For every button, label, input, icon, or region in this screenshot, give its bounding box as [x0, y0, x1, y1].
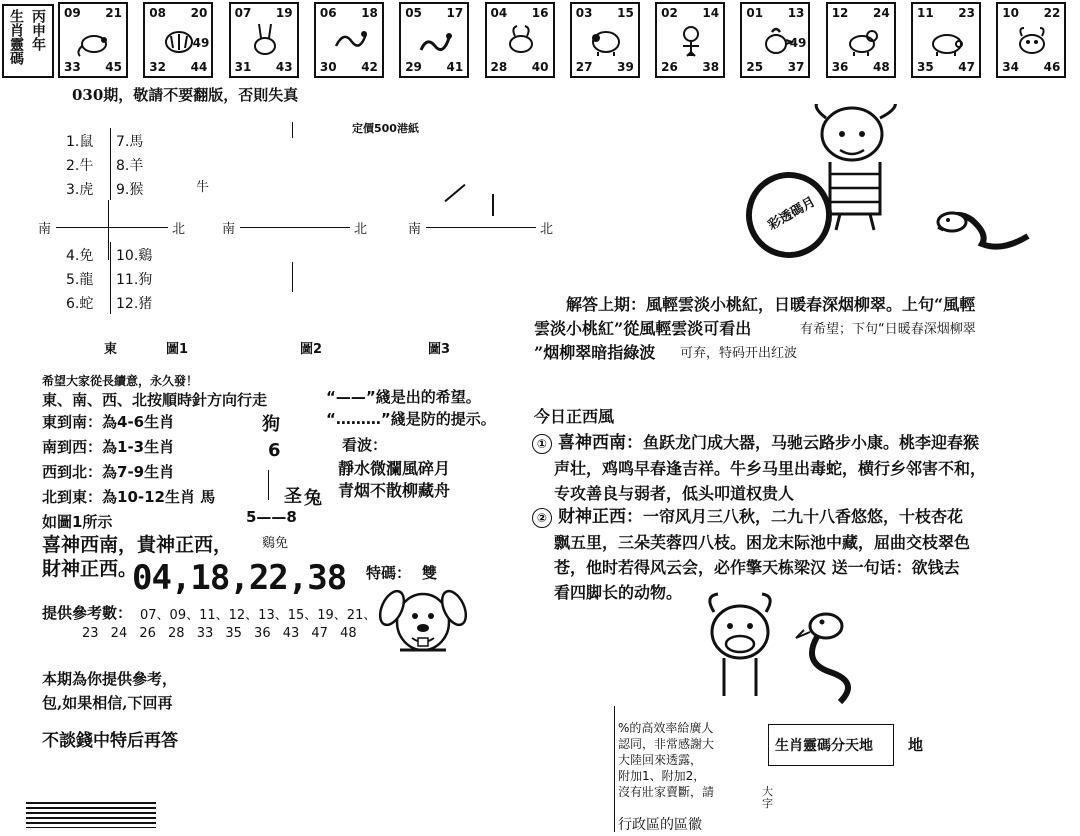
compass-south: 南	[38, 222, 52, 237]
special-value: 雙	[422, 564, 438, 582]
special-label: 特碼：	[366, 564, 412, 582]
legend-dotted: “………”綫是防的提示。	[326, 410, 496, 428]
zodiac-card	[911, 2, 981, 78]
list-item: 8.羊	[116, 158, 144, 174]
zodiac-number: 27	[575, 60, 593, 74]
zodiac-card	[826, 2, 896, 78]
zodiac-box-label: 生肖靈碼分天地	[768, 724, 894, 766]
ref-numbers-1: 07、09、11、12、13、15、19、21、	[140, 608, 377, 623]
zodiac-box-side: 地	[908, 736, 924, 754]
zodiac-number: 14	[702, 6, 720, 20]
item2-line4: 看四脚长的动物。	[554, 583, 683, 602]
snake-cartoon-icon	[932, 200, 1032, 260]
notice-line: 大陸回來透露，	[618, 753, 703, 767]
compass-tick	[292, 262, 293, 292]
list-item: 6.蛇	[66, 296, 94, 312]
zodiac-number: 46	[1043, 60, 1061, 74]
gods-line2: 財神正西。	[42, 558, 138, 580]
item1-number: ①	[532, 434, 552, 454]
zodiac-list-top-right	[116, 130, 143, 202]
tiger-icon	[161, 22, 197, 58]
compass-axis-vertical	[108, 200, 109, 260]
hope-text: 希望大家從長續意，永久發！	[42, 374, 199, 388]
zodiac-number: 32	[149, 60, 166, 74]
list-item: 4.免	[66, 248, 94, 264]
monkey-icon	[673, 22, 709, 58]
zodiac-number: 29	[405, 60, 422, 74]
lucky-numbers: 04,18,22,38	[132, 558, 347, 598]
direction-row: 西到北：為7-9生肖	[42, 463, 175, 481]
item2-line2: 飘五里，三朵芙蓉四八枝。困龙末际池中藏，屈曲交枝翠色	[554, 533, 971, 552]
kanbo-line2: 青烟不散柳藏舟	[338, 481, 451, 500]
zodiac-card	[485, 2, 555, 78]
issue-line: 030期，敬請不要翻版，否則失真	[72, 86, 299, 104]
zodiac-number: 34	[1002, 60, 1019, 74]
zodiac-number: 05	[405, 6, 422, 20]
fig-label-3: 圖3	[428, 342, 451, 357]
zodiac-number: 48	[872, 60, 890, 74]
zodiac-extra-number: 49	[789, 36, 807, 50]
compass-axis	[426, 227, 536, 228]
zodiac-number: 11	[917, 6, 934, 20]
dog-cartoon-icon	[378, 578, 468, 662]
answer-prev-p2: 雲淡小桃紅”從風輕雲淡可看出	[534, 319, 752, 338]
header-title-box	[2, 4, 54, 78]
answer-prev-p2-note: 有希望；下句“日暖春深烟柳翠	[800, 322, 976, 337]
side-char-tu: 兔	[304, 488, 322, 509]
item1-line2: 声壮，鸡鸣早春逢吉祥。牛乡马里出毒蛇，横行乡邻害不和，	[554, 459, 987, 478]
item2-line3: 苍，他时若得风云会，必作擎天栋梁汉 送一句话：欲钱去	[554, 558, 960, 577]
zodiac-number: 09	[64, 6, 81, 20]
item2-line1: 一帘风月三八秋，二九十八香悠悠，十枝杏花	[643, 507, 964, 526]
zodiac-card	[58, 2, 128, 78]
list-item: 3.虎	[66, 182, 94, 198]
item2-number: ②	[532, 508, 552, 528]
zodiac-card	[996, 2, 1066, 78]
list-divider	[110, 128, 111, 200]
ref-numbers-2: 23 24 26 28 33 35 36 43 47 48	[82, 626, 357, 641]
zodiac-number: 08	[149, 6, 166, 20]
goat-icon	[503, 22, 539, 58]
side-char-dog: 狗	[262, 414, 280, 435]
item1-block	[532, 430, 1062, 506]
compass-east: 東	[104, 342, 118, 357]
fig-label-1: 圖1	[166, 342, 189, 357]
pig-icon	[929, 22, 965, 58]
direction-row: 北到東：為10-12生肖 馬	[42, 488, 216, 506]
answer-prev-p3-note: 可弃，特码开出红波	[680, 346, 798, 361]
today-wind: 今日正西風	[534, 407, 615, 426]
sheep-icon	[588, 22, 624, 58]
compass-north: 北	[540, 222, 554, 237]
zodiac-card	[740, 2, 810, 78]
item1-line3: 专攻善良与弱者，低头叩道权贵人	[554, 484, 795, 503]
list-item: 1.鼠	[66, 134, 94, 150]
zodiac-number: 16	[531, 6, 549, 20]
header-title-left: 生肖靈碼	[8, 9, 24, 65]
side-char-six: 6	[268, 440, 281, 461]
ox-snake-cartoon-icon	[700, 592, 880, 708]
gods-line1: 喜神西南，貴神正西，	[42, 534, 233, 556]
header-title-right: 丙申年	[30, 9, 46, 51]
dog-icon	[844, 22, 880, 58]
footer-line3: 不談錢中特后再答	[42, 731, 178, 751]
zodiac-card	[655, 2, 725, 78]
zodiac-number: 45	[105, 60, 122, 74]
notice-line: %的高效率給廣人	[618, 721, 714, 735]
list-item: 5.龍	[66, 272, 94, 288]
list-item: 12.猪	[116, 296, 153, 312]
zodiac-number: 44	[190, 60, 208, 74]
notice-side: 大字	[762, 785, 773, 810]
stamp-text: 彩透碼月	[765, 194, 819, 234]
zodiac-number: 06	[319, 6, 337, 20]
zodiac-number: 38	[702, 60, 720, 74]
zodiac-number: 01	[746, 6, 764, 20]
compass-north: 北	[354, 222, 368, 237]
zodiac-number: 33	[64, 60, 81, 74]
zodiac-number: 18	[361, 6, 378, 20]
compass-south: 南	[222, 222, 236, 237]
list-item: 11.狗	[116, 272, 153, 288]
item1-title: 喜神西南：	[558, 433, 643, 453]
side-char-sheng: 圣	[284, 486, 302, 507]
zodiac-number: 30	[319, 60, 337, 74]
notice-line: 附加1、附加2，	[618, 769, 706, 783]
direction-row: 南到西：為1-3生肖	[42, 438, 175, 456]
item2-title: 财神正西：	[558, 507, 643, 527]
list-item: 7.馬	[116, 134, 144, 150]
rooster-icon	[758, 22, 794, 58]
zodiac-number: 21	[105, 6, 122, 20]
zodiac-number: 10	[1002, 6, 1019, 20]
zodiac-number: 03	[575, 6, 593, 20]
footer-line1: 本期為你提供參考，	[42, 670, 178, 688]
list-item: 10.鷄	[116, 248, 153, 264]
compass-tick	[292, 122, 293, 138]
zodiac-number: 17	[446, 6, 464, 20]
compass-niu: 牛	[196, 180, 210, 195]
ox-icon	[1014, 22, 1050, 58]
notice-block	[618, 720, 714, 800]
zodiac-number: 47	[958, 60, 975, 74]
zodiac-number: 12	[831, 6, 849, 20]
compass-axis	[240, 227, 350, 228]
zodiac-card	[314, 2, 384, 78]
notice-line: 認同，非常感謝大	[618, 737, 715, 751]
zodiac-number: 36	[831, 60, 849, 74]
answer-prev-p1: 解答上期：風輕雲淡小桃紅，日暖春深烟柳翠。上句“風輕	[566, 295, 976, 314]
fig-label-2: 圖2	[300, 342, 323, 357]
side-char-five-eight: 5——8	[246, 508, 297, 526]
zodiac-number: 19	[275, 6, 293, 20]
zodiac-card	[570, 2, 640, 78]
zodiac-number: 24	[872, 6, 890, 20]
legend-solid: “——”綫是出的希望。	[326, 388, 481, 406]
zodiac-header	[0, 0, 1080, 82]
direction-row: 東到南：為4-6生肖	[42, 413, 175, 431]
kanbo-title: 看波：	[342, 436, 388, 454]
zodiac-number: 41	[446, 60, 464, 74]
zodiac-list-bottom	[66, 244, 93, 316]
zodiac-number: 42	[361, 60, 378, 74]
list-item: 2.牛	[66, 158, 94, 174]
dragon-icon	[332, 22, 368, 58]
notice-divider	[614, 706, 615, 832]
zodiac-card	[229, 2, 299, 78]
direction-intro: 東、南、西、北按順時針方向行走	[42, 391, 268, 409]
direction-rules	[42, 410, 215, 535]
footer-line2: 包,如果相信,下回再	[42, 694, 173, 712]
zodiac-number: 40	[531, 60, 549, 74]
rat-icon	[76, 22, 112, 58]
zodiac-number: 28	[490, 60, 508, 74]
answer-prev-p3: ”烟柳翠暗指綠波	[534, 343, 656, 362]
zodiac-list-top	[66, 130, 93, 202]
zodiac-extra-number: 49	[192, 36, 210, 50]
ref-label: 提供參考數：	[42, 604, 133, 622]
kanbo-line1: 靜水微瀾風碎月	[338, 459, 451, 478]
zodiac-list-bottom-right	[116, 244, 152, 316]
zodiac-number: 43	[275, 60, 293, 74]
zodiac-number: 26	[661, 60, 678, 74]
snake-icon	[417, 22, 453, 58]
zodiac-card	[399, 2, 469, 78]
zodiac-number: 13	[787, 6, 805, 20]
side-char-ji-tu: 鷄免	[262, 536, 289, 551]
zodiac-number: 31	[234, 60, 252, 74]
notice-line: 沒有壯家賣斷，請	[618, 785, 715, 799]
zodiac-number: 35	[917, 60, 934, 74]
zodiac-number: 39	[617, 60, 634, 74]
zodiac-number: 25	[746, 60, 764, 74]
rabbit-icon	[247, 22, 283, 58]
compass-axis	[56, 227, 168, 228]
item1-line1: 鱼跃龙门成大器，马驰云路步小康。桃李迎春猴	[643, 433, 980, 452]
zodiac-number: 23	[958, 6, 975, 20]
zodiac-number: 02	[661, 6, 678, 20]
list-divider	[110, 242, 111, 314]
compass-north: 北	[172, 222, 186, 237]
zodiac-number: 15	[617, 6, 634, 20]
compass-tick	[492, 194, 494, 216]
zodiac-number: 22	[1043, 6, 1061, 20]
zodiac-number: 37	[787, 60, 805, 74]
compass-diagonal	[444, 184, 465, 202]
hatch-bar	[26, 802, 156, 828]
direction-row: 如圖1所示	[42, 513, 113, 531]
zodiac-number: 04	[490, 6, 508, 20]
notice-line-bottom: 行政區的區徽	[618, 817, 702, 833]
list-item: 9.猴	[116, 182, 144, 198]
side-divider	[268, 470, 269, 500]
zodiac-card	[143, 2, 213, 78]
zodiac-number: 07	[234, 6, 252, 20]
item2-block	[532, 504, 1062, 605]
price-label: 定價500港紙	[352, 122, 419, 135]
compass-south: 南	[408, 222, 422, 237]
zodiac-number: 20	[190, 6, 208, 20]
